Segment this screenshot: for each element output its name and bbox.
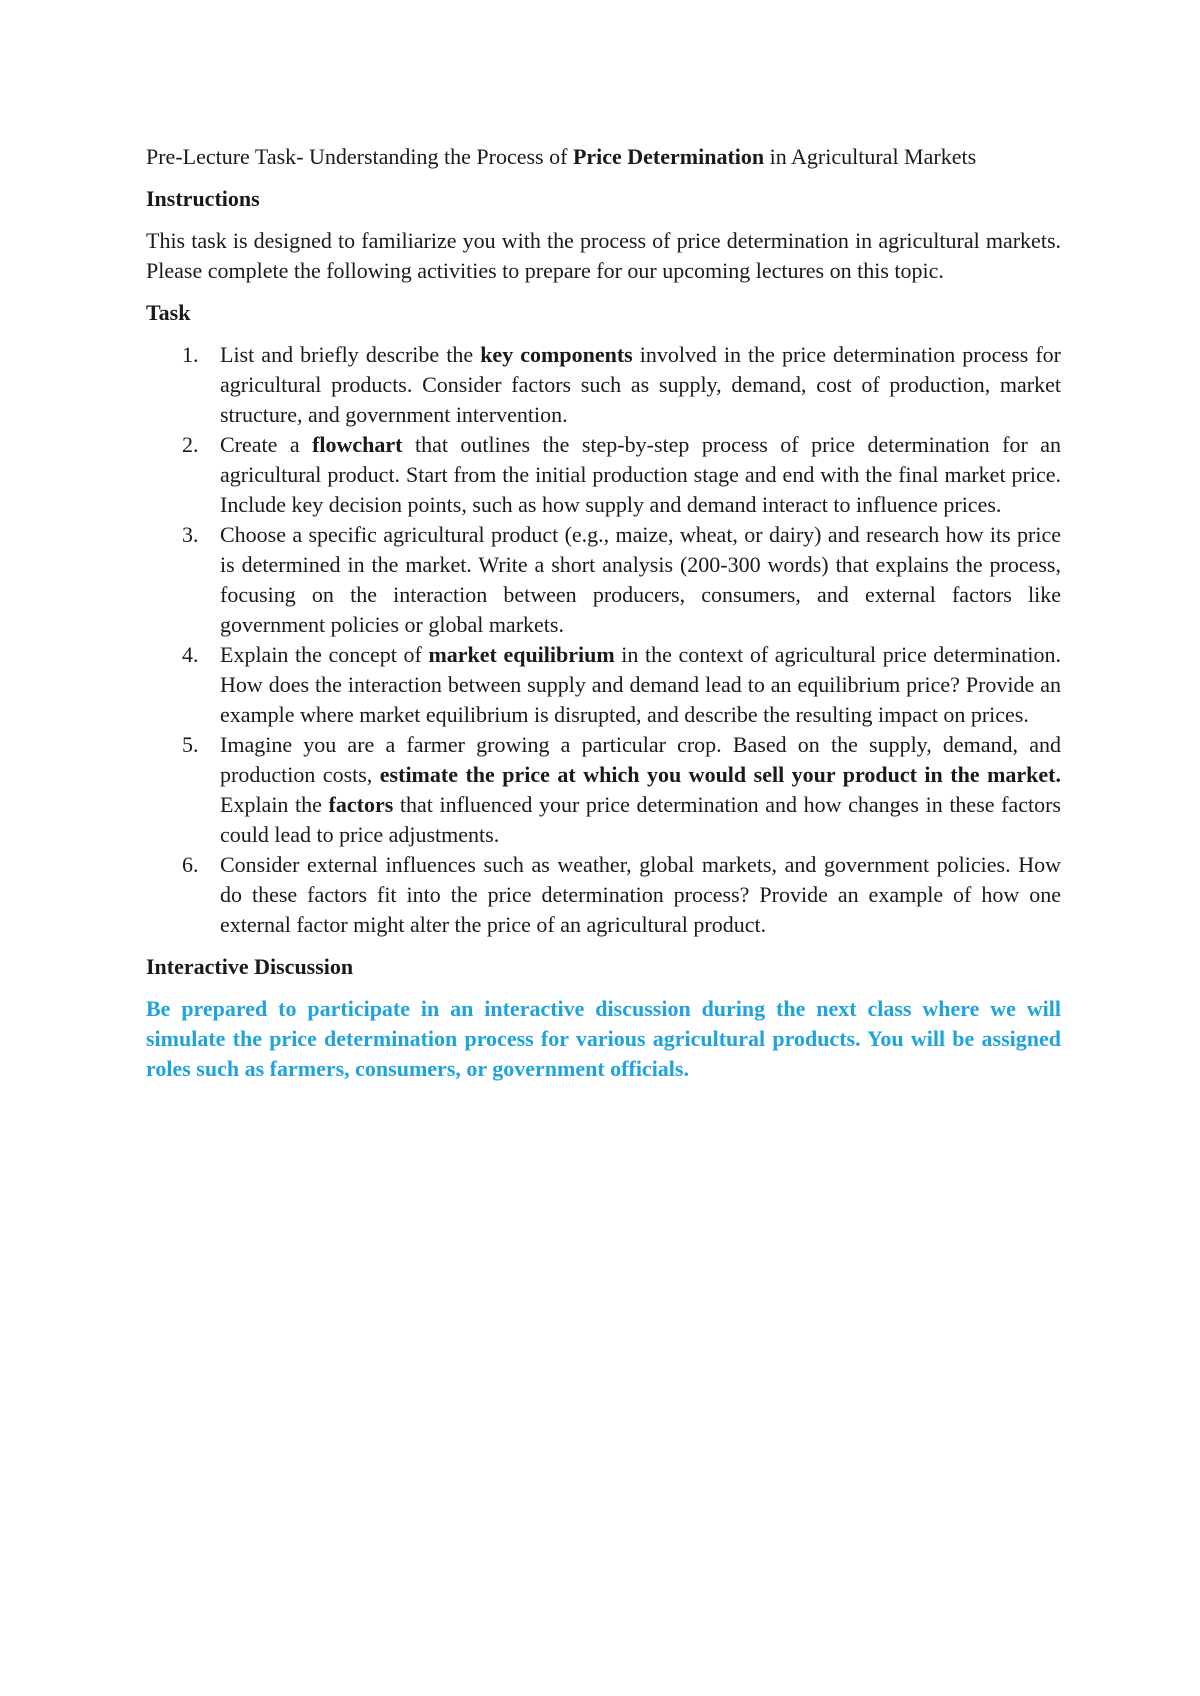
task-bold-term: factors	[328, 792, 394, 817]
task-text-segment: Explain the concept of	[220, 642, 429, 667]
task-number: 1.	[182, 342, 199, 367]
task-item-6	[146, 850, 1061, 940]
task-text	[220, 340, 1061, 430]
task-item-1	[146, 340, 1061, 430]
title-text-end: in Agricultural Markets	[764, 144, 977, 169]
task-item-5	[146, 730, 1061, 850]
task-text	[220, 730, 1061, 850]
instructions-heading: Instructions	[146, 186, 260, 211]
task-bold-term: estimate the price at which you would sell your product in the market.	[379, 762, 1061, 787]
task-text: Choose a specific agricultural product (e.g., maize, wheat, or dairy) and research how its price is determined in the market. Write a short analysis (200-300 words) that explains the process, focusing on the interaction between producers, consumers, and external factors like government policies or global markets.	[220, 522, 1061, 637]
task-number: 5.	[182, 732, 199, 757]
document-title	[146, 142, 1061, 172]
document-body	[146, 142, 1061, 1084]
task-text-segment: Explain the	[220, 792, 329, 817]
task-list	[146, 340, 1061, 940]
discussion-text: Be prepared to participate in an interactive discussion during the next class where we will simulate the price determination process for various agricultural products. You will be assigned roles such as farmers, consumers, or government officials.	[146, 996, 1061, 1081]
task-number: 4.	[182, 642, 199, 667]
task-number: 3.	[182, 522, 199, 547]
task-text-segment: Imagine you are a farmer growing a particular crop. Based on the supply, demand, and production costs,	[220, 732, 1061, 787]
task-text-segment: involved in the price determination process for agricultural products. Consider factors such as supply, demand, cost of production, market structure, and government intervention.	[220, 342, 1061, 427]
task-item-3	[146, 520, 1061, 640]
task-bold-term: market equilibrium	[428, 642, 615, 667]
title-text-start: Pre-Lecture Task- Understanding the Process of	[146, 144, 573, 169]
task-text-segment: Create a	[220, 432, 313, 457]
task-text: Consider external influences such as weather, global markets, and government policies. How do these factors fit into the price determination process? Provide an example of how one external factor might alter the price of an agricultural product.	[220, 852, 1061, 937]
task-text	[220, 640, 1061, 730]
task-text-segment: in the context of agricultural price determination. How does the interaction between supply and demand lead to an equilibrium price? Provide an example where market equilibrium is disrupted, and describe the resulting impact on prices.	[220, 642, 1061, 727]
task-text-segment: that outlines the step-by-step process of price determination for an agricultural product. Start from the initial production stage and end with the final market price. Include key decision points, such as how supply and demand interact to influence prices.	[220, 432, 1062, 517]
task-text-segment: List and briefly describe the	[220, 342, 481, 367]
task-text	[220, 430, 1061, 520]
instructions-text: This task is designed to familiarize you with the process of price determination in agricultural markets. Please complete the following activities to prepare for our upcoming lectures on this topic.	[146, 228, 1061, 283]
task-bold-term: flowchart	[312, 432, 403, 457]
task-number: 2.	[182, 432, 199, 457]
title-bold-term: Price Determination	[572, 144, 765, 169]
task-number: 6.	[182, 852, 199, 877]
discussion-heading: Interactive Discussion	[146, 954, 354, 979]
task-heading: Task	[146, 300, 191, 325]
task-item-4	[146, 640, 1061, 730]
task-text-segment: that influenced your price determination and how changes in these factors could lead to price adjustments.	[220, 792, 1061, 847]
task-bold-term: key components	[480, 342, 633, 367]
task-item-2	[146, 430, 1061, 520]
